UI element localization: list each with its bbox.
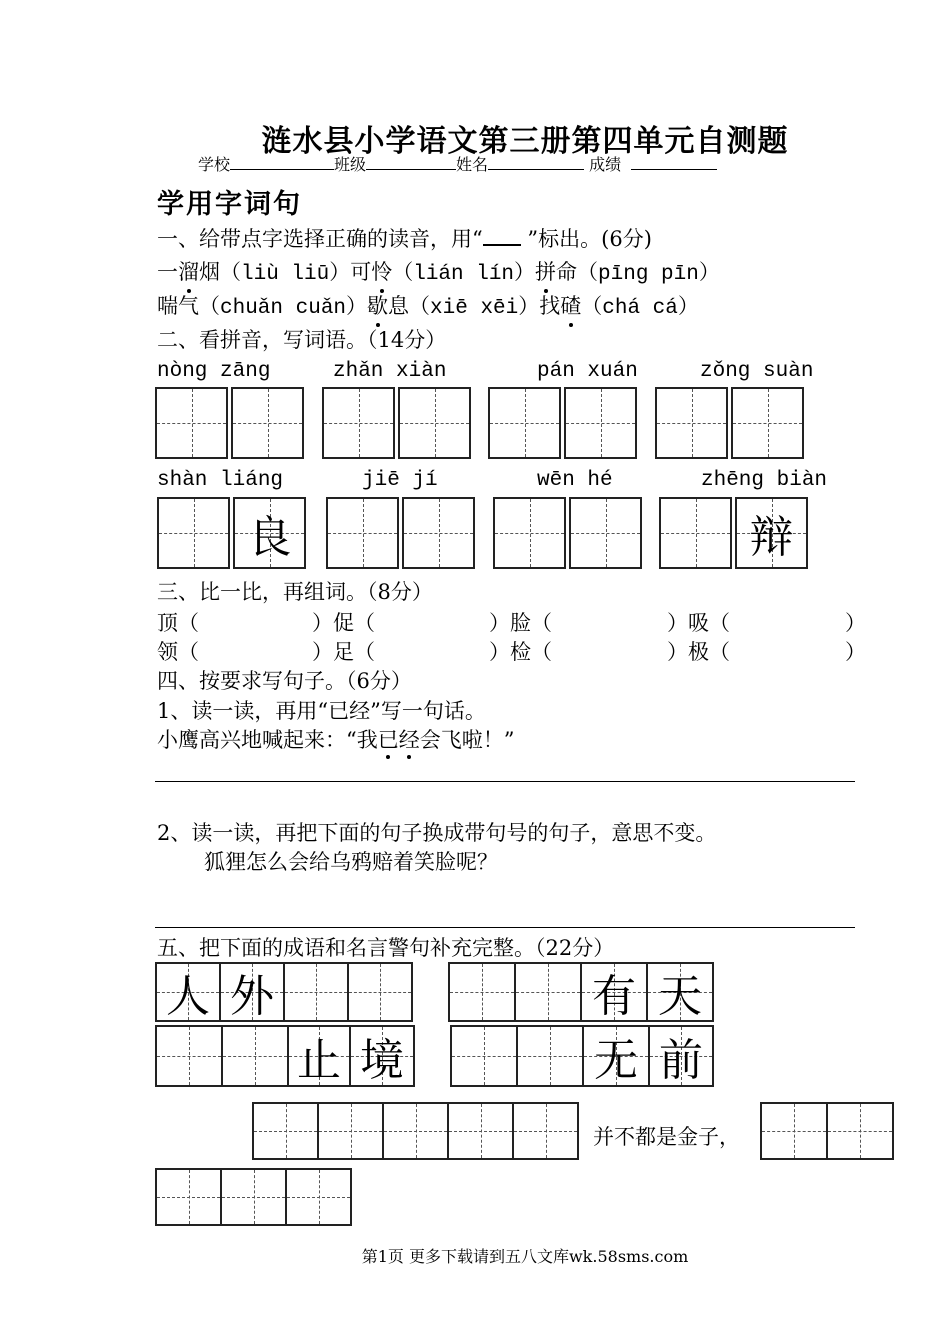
q1-options[interactable]: 息（xiē xēi） (388, 297, 540, 320)
q2-title: 二、看拼音，写词语。（14分） (157, 328, 447, 352)
idiom-char: 天 (658, 971, 702, 1022)
q3-row1-c: ）脸（ (489, 611, 552, 635)
q1-dotted-char: 碴 (560, 297, 582, 320)
score-label: 成绩 (589, 155, 622, 174)
q4-item1-sentence (157, 724, 515, 754)
proverb-box[interactable] (285, 1168, 352, 1226)
writing-box[interactable] (564, 387, 637, 459)
q1-dotted-char: 拼 (535, 263, 557, 286)
q1-dotted-char: 溜 (178, 263, 199, 286)
q3-row1-a: 顶（ (157, 611, 199, 635)
q1-char: 找 (539, 297, 561, 320)
idiom-box (582, 1025, 650, 1087)
answer-line[interactable] (155, 927, 855, 928)
idiom-box[interactable] (283, 962, 349, 1022)
idiom-char: 前 (659, 1035, 703, 1086)
q2-pinyin-5: shàn liáng (157, 469, 284, 492)
idiom-box[interactable] (155, 1025, 223, 1087)
q3-row1-d: ）吸（ (667, 611, 730, 635)
idiom-char: 有 (592, 971, 636, 1022)
idiom-box[interactable] (516, 1025, 584, 1087)
proverb-box[interactable] (155, 1168, 222, 1226)
q4-item2-sentence: 狐狸怎么会给乌鸦赔着笑脸呢？ (204, 850, 498, 874)
q1-dotted-char: 怜 (371, 263, 393, 286)
idiom-box (648, 1025, 714, 1087)
proverb-box[interactable] (252, 1102, 319, 1160)
proverb-boxes-3 (155, 1168, 350, 1226)
idiom-char: 无 (594, 1035, 638, 1086)
idiom-box[interactable] (514, 962, 582, 1022)
writing-box[interactable] (402, 497, 475, 569)
writing-box[interactable] (731, 387, 804, 459)
proverb-box[interactable] (826, 1102, 894, 1160)
q3-row2-c: ）检（ (489, 640, 552, 664)
q4-dotted-char: 经 (398, 728, 420, 752)
idiom-box[interactable] (347, 962, 413, 1022)
q1-row1 (157, 256, 720, 286)
q2-box-group-5 (157, 497, 309, 569)
q4-item2: 2、读一读，再把下面的句子换成带句号的句子，意思不变。 (157, 821, 717, 845)
proverb-box[interactable] (512, 1102, 579, 1160)
writing-box[interactable] (231, 387, 304, 459)
writing-box[interactable] (398, 387, 471, 459)
school-label: 学校 (198, 155, 231, 174)
q1-mark-sample (483, 226, 521, 246)
proverb-box[interactable] (760, 1102, 828, 1160)
q3-row2-d: ）极（ (667, 640, 730, 664)
q2-box-group-4 (655, 387, 807, 459)
q2-box-group-1 (155, 387, 307, 459)
page-footer: 第1页 更多下载请到五八文库wk.58sms.com (361, 1247, 689, 1266)
q2-pinyin-6: jiē jí (362, 469, 438, 492)
proverb-boxes-2 (760, 1102, 892, 1160)
q4-item1: 1、读一读，再用“已经”写一句话。 (157, 699, 486, 723)
q4-title: 四、按要求写句子。（6分） (157, 669, 412, 693)
idiom-box (219, 962, 285, 1022)
proverb-box[interactable] (382, 1102, 449, 1160)
student-info-line (198, 152, 717, 175)
writing-box[interactable] (326, 497, 399, 569)
q3-row2-b: ）足（ (312, 640, 375, 664)
writing-box[interactable] (493, 497, 566, 569)
idiom-box (287, 1025, 351, 1087)
idiom-3 (155, 1025, 413, 1087)
idiom-box (646, 962, 714, 1022)
q4-sentence-part: 会飞啦！” (419, 728, 515, 752)
q1-title-text-a: 一、给带点字选择正确的读音，用“ (157, 227, 483, 251)
q3-title: 三、比一比，再组词。（8分） (157, 580, 433, 604)
idiom-box (349, 1025, 415, 1087)
q4-dotted-char: 已 (377, 728, 399, 752)
q1-options[interactable]: 喘气（chuǎn cuǎn） (157, 297, 368, 320)
name-label: 姓名 (456, 155, 489, 174)
writing-box[interactable] (322, 387, 395, 459)
q2-pinyin-4: zǒng suàn (700, 360, 814, 383)
idiom-box (155, 962, 221, 1022)
q2-pinyin-7: wēn hé (537, 469, 613, 492)
writing-box (735, 497, 808, 569)
q1-options[interactable]: （lián lín） (392, 263, 536, 286)
answer-line[interactable] (155, 781, 855, 782)
writing-box[interactable] (659, 497, 732, 569)
q2-pinyin-8: zhēng biàn (701, 469, 828, 492)
q2-box-group-6 (326, 497, 478, 569)
q2-pinyin-3: pán xuán (537, 360, 638, 383)
idiom-box[interactable] (450, 1025, 518, 1087)
idiom-box (580, 962, 648, 1022)
writing-box[interactable] (569, 497, 642, 569)
idiom-box[interactable] (221, 1025, 289, 1087)
q1-options[interactable]: （chá cá） (581, 297, 699, 320)
q2-box-group-8 (659, 497, 811, 569)
writing-box[interactable] (488, 387, 561, 459)
school-blank[interactable] (230, 153, 334, 170)
q2-pinyin-2: zhǎn xiàn (333, 360, 447, 383)
q1-char: 可 (350, 263, 372, 286)
q1-dotted-char: 歇 (367, 297, 389, 320)
q1-options[interactable]: 命（pīng pīn） (556, 263, 720, 286)
idiom-char: 境 (360, 1035, 404, 1086)
idiom-4 (450, 1025, 712, 1087)
class-blank[interactable] (366, 153, 456, 170)
writing-box[interactable] (155, 387, 228, 459)
q1-title-text-b: ”标出。(6分) (520, 227, 652, 251)
q2-box-group-2 (322, 387, 474, 459)
q1-row1-prefix: 一 (157, 263, 178, 286)
proverb-box[interactable] (447, 1102, 514, 1160)
idiom-char: 人 (166, 971, 210, 1022)
proverb-box[interactable] (317, 1102, 384, 1160)
name-blank[interactable] (488, 153, 584, 170)
q3-row1-e: ） (845, 611, 866, 635)
score-blank[interactable] (631, 153, 717, 170)
q1-title (157, 223, 652, 253)
proverb-boxes-1 (252, 1102, 577, 1160)
proverb-box[interactable] (220, 1168, 287, 1226)
q2-box-group-3 (488, 387, 640, 459)
writing-box[interactable] (655, 387, 728, 459)
q3-row2-a: 领（ (157, 640, 199, 664)
q4-sentence-part: 小鹰高兴地喊起来：“我 (157, 728, 378, 752)
proverb-text: 并不都是金子， (593, 1125, 740, 1149)
idiom-char: 外 (230, 971, 274, 1022)
class-label: 班级 (334, 155, 367, 174)
q5-title: 五、把下面的成语和名言警句补充完整。（22分） (157, 936, 615, 960)
q1-options[interactable]: 烟（liù liū） (199, 263, 351, 286)
q2-box-group-7 (493, 497, 645, 569)
writing-box (233, 497, 306, 569)
idiom-char: 止 (297, 1035, 341, 1086)
q3-row2-e: ） (845, 640, 866, 664)
idiom-box[interactable] (448, 962, 516, 1022)
given-char: 辩 (749, 512, 794, 563)
page-title: 涟水县小学语文第三册第四单元自测题 (261, 124, 789, 159)
idiom-2 (448, 962, 712, 1022)
section-heading: 学用字词句 (157, 189, 302, 220)
writing-box[interactable] (157, 497, 230, 569)
idiom-1 (155, 962, 411, 1022)
given-char: 良 (247, 512, 292, 563)
q3-row1-b: ）促（ (312, 611, 375, 635)
q2-pinyin-1: nòng zāng (157, 360, 271, 383)
q1-row2 (157, 290, 699, 320)
